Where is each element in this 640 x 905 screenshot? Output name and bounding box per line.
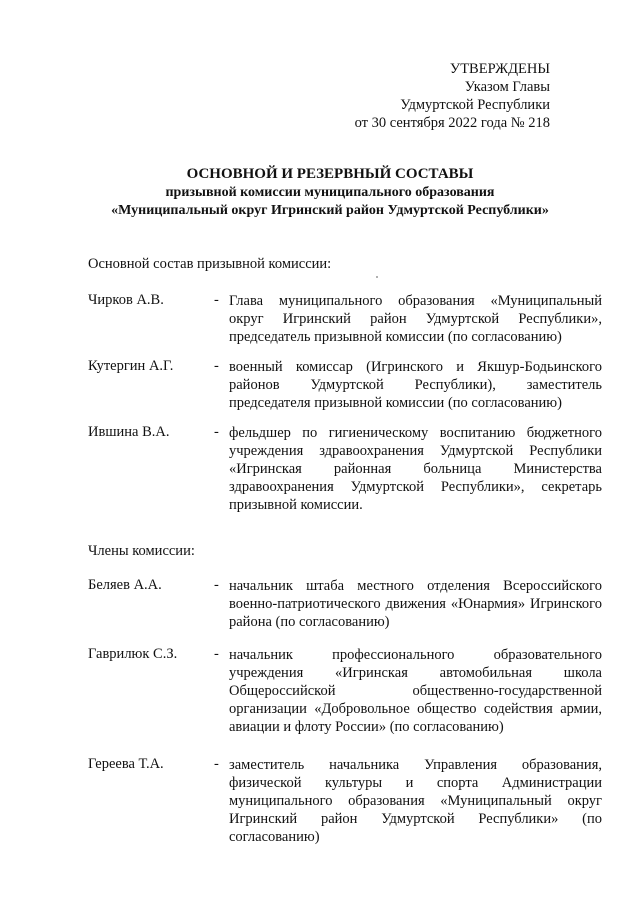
scan-speck bbox=[376, 276, 378, 278]
member-name: Ившина В.А. bbox=[88, 424, 170, 440]
title-sub-2: «Муниципальный округ Игринский район Удмуртской Республики» bbox=[111, 203, 549, 218]
title-main: ОСНОВНОЙ И РЕЗЕРВНЫЙ СОСТАВЫ bbox=[186, 166, 474, 182]
member-description: начальник штаба местного отделения Всероссийского военно-патриотического движения «Юнармия» Игринского района (по согласованию) bbox=[229, 578, 602, 630]
member-dash: - bbox=[214, 358, 219, 374]
member-dash: - bbox=[214, 424, 219, 440]
main-section-heading: Основной состав призывной комиссии: bbox=[88, 256, 332, 272]
member-description: Глава муниципального образования «Муниципальный округ Игринский район Удмуртской Республики», председатель призывной комиссии (по согласованию) bbox=[229, 293, 602, 345]
member-name: Гаврилюк С.З. bbox=[88, 646, 178, 662]
approval-line-3: Удмуртской Республики bbox=[400, 97, 550, 113]
member-name: Гереева Т.А. bbox=[88, 756, 164, 772]
member-description: фельдшер по гигиеническому воспитанию бюджетного учреждения здравоохранения Удмуртской Республики «Игринская районная больница Министерства здравоохранения Удмуртской Республики», секретарь призывной комиссии. bbox=[229, 425, 602, 513]
member-dash: - bbox=[214, 292, 219, 308]
approval-stamp bbox=[355, 60, 550, 132]
approval-line-1: УТВЕРЖДЕНЫ bbox=[449, 61, 550, 77]
title-sub-1: призывной комиссии муниципального образования bbox=[165, 185, 495, 200]
member-dash: - bbox=[214, 646, 219, 662]
approval-line-2: Указом Главы bbox=[464, 79, 550, 95]
approval-line-4: от 30 сентября 2022 года № 218 bbox=[354, 115, 550, 131]
member-description: заместитель начальника Управления образования, физической культуры и спорта Администрации муниципального образования «Муниципальный округ Игринский район Удмуртской Республики» (по согласованию) bbox=[229, 757, 602, 845]
member-dash: - bbox=[214, 577, 219, 593]
member-name: Кутергин А.Г. bbox=[88, 358, 174, 374]
members-section-heading: Члены комиссии: bbox=[88, 543, 195, 559]
member-description: военный комиссар (Игринского и Якшур-Бодьинского районов Удмуртской Республики), заместитель председателя призывной комиссии (по согласованию) bbox=[229, 359, 602, 411]
member-dash: - bbox=[214, 756, 219, 772]
member-name: Беляев А.А. bbox=[88, 577, 162, 593]
member-description: начальник профессионального образовательного учреждения «Игринская автомобильная школа Общероссийской общественно-государственной организации «Добровольное общество содействия армии, авиации и флоту России» (по согласованию) bbox=[229, 647, 602, 735]
document-title bbox=[60, 164, 600, 220]
member-name: Чирков А.В. bbox=[88, 292, 164, 308]
